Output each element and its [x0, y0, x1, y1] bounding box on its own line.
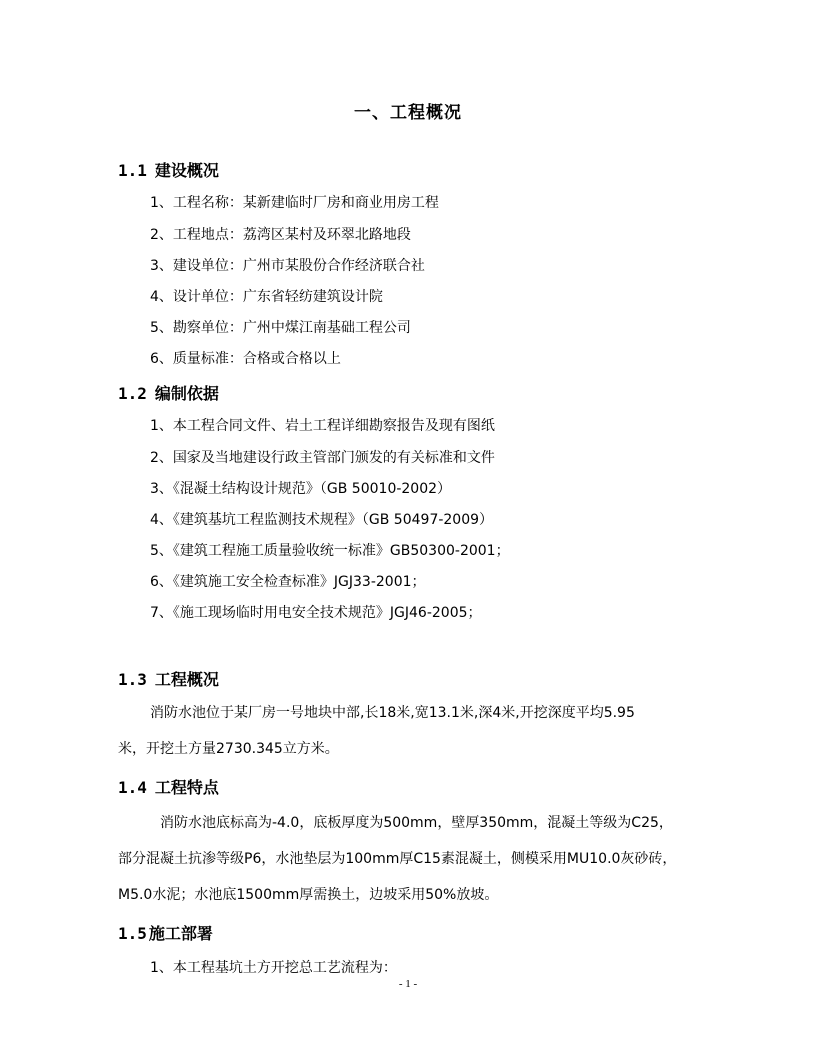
section-1-5-heading — [118, 921, 213, 944]
section-title: 工程特点 — [154, 778, 219, 797]
paragraph-line: 消防水池底标高为-4.0，底板厚度为500mm，壁厚350mm，混凝土等级为C25， — [160, 815, 673, 831]
page-title: 一、工程概况 — [354, 103, 462, 123]
paragraph-line: 1、本工程基坑土方开挖总工艺流程为： — [150, 960, 397, 976]
page-number: - 1 - — [398, 978, 418, 990]
list-item: 7、《施工现场临时用电安全技术规范》JGJ46-2005； — [150, 605, 482, 621]
section-number: 1.3 — [118, 670, 147, 689]
paragraph-line: M5.0水泥；水池底1500mm厚需换土，边坡采用50%放坡。 — [118, 887, 499, 903]
list-item: 1、工程名称：某新建临时厂房和商业用房工程 — [150, 195, 439, 211]
list-item: 1、本工程合同文件、岩土工程详细勘察报告及现有图纸 — [150, 418, 495, 434]
paragraph-line: 部分混凝土抗渗等级P6，水池垫层为100mm厚C15素混凝土，侧模采用MU10.0灰砂砖， — [118, 851, 677, 867]
paragraph-line: 米，开挖土方量2730.345立方米。 — [118, 741, 339, 757]
paragraph-line: 消防水池位于某厂房一号地块中部,长18米,宽13.1米,深4米,开挖深度平均5.95 — [150, 705, 635, 721]
section-title: 编制依据 — [154, 384, 219, 403]
section-title: 建设概况 — [154, 161, 219, 180]
list-item: 2、工程地点：荔湾区某村及环翠北路地段 — [150, 227, 411, 243]
section-number: 1.5 — [118, 924, 147, 943]
section-1-3-heading — [118, 667, 219, 690]
section-title: 施工部署 — [148, 924, 213, 943]
list-item: 3、建设单位：广州市某股份合作经济联合社 — [150, 258, 425, 274]
section-1-1-heading — [118, 158, 219, 181]
list-item: 4、《建筑基坑工程监测技术规程》（GB 50497-2009） — [150, 512, 494, 528]
list-item: 6、质量标准：合格或合格以上 — [150, 351, 341, 367]
section-1-2-heading — [118, 381, 219, 404]
section-number: 1.1 — [118, 161, 147, 180]
section-1-4-heading — [118, 775, 219, 798]
list-item: 5、《建筑工程施工质量验收统一标准》GB50300-2001； — [150, 543, 510, 559]
list-item: 4、设计单位：广东省轻纺建筑设计院 — [150, 289, 383, 305]
list-item: 6、《建筑施工安全检查标准》JGJ33-2001； — [150, 574, 426, 590]
list-item: 2、国家及当地建设行政主管部门颁发的有关标准和文件 — [150, 450, 495, 466]
section-number: 1.2 — [118, 384, 147, 403]
list-item: 3、《混凝土结构设计规范》（GB 50010-2002） — [150, 481, 452, 497]
section-title: 工程概况 — [154, 670, 219, 689]
section-number: 1.4 — [118, 778, 147, 797]
list-item: 5、勘察单位：广州中煤江南基础工程公司 — [150, 320, 411, 336]
